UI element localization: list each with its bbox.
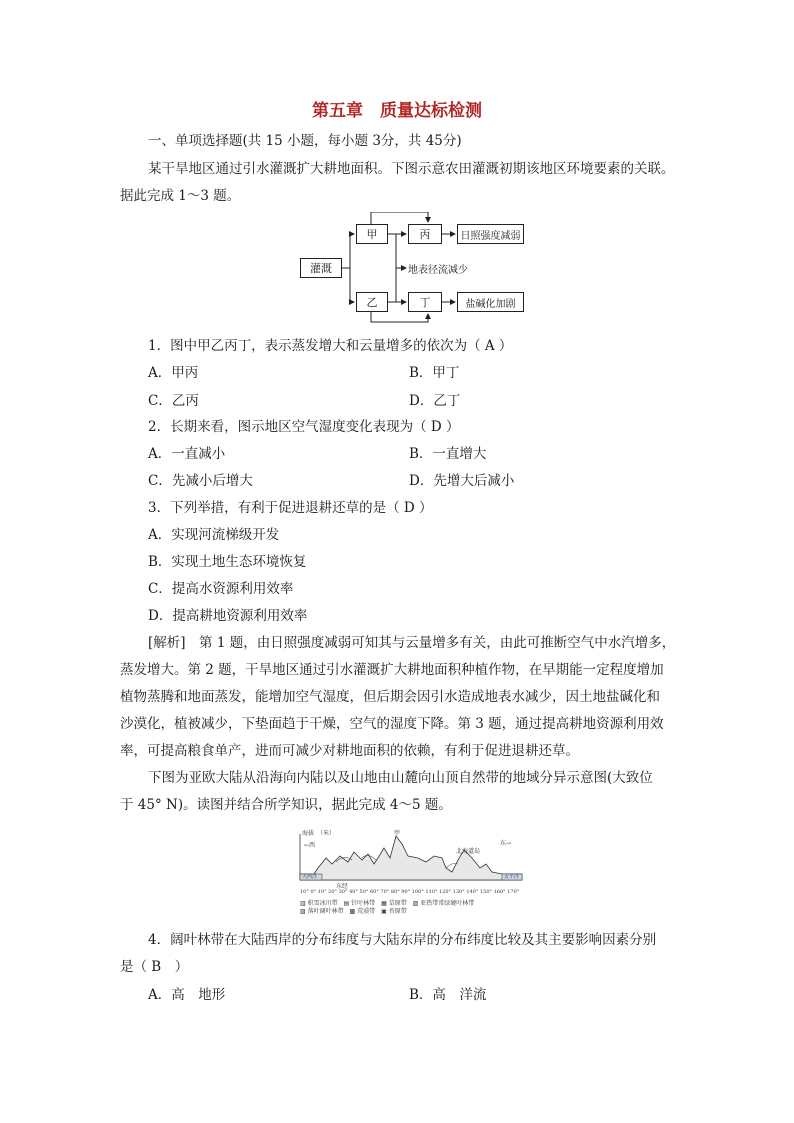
- question-stem: 2．长期来看，图示地区空气湿度变化表现为（ D ）: [148, 419, 460, 435]
- longitude-label: 东经: [336, 883, 349, 890]
- option-b: B．实现土地生态环境恢复: [148, 554, 307, 570]
- box-bing: 丙: [408, 224, 442, 244]
- irrigation-diagram: [296, 212, 526, 327]
- option-b: B．甲丁: [409, 365, 460, 381]
- box-jia: 甲: [356, 224, 388, 244]
- legend-row: ▨ 落叶阔叶林带 ▩ 荒漠带 ▣ 苔原带: [300, 908, 407, 915]
- analysis-line: [解析] 第 1 题，由日照强度减弱可知其与云量增多有关，由此可推断空气中水汽增多，: [148, 635, 676, 651]
- label-runoff-decrease: 地表径流减少: [408, 258, 478, 278]
- option-c: C．提高水资源利用效率: [148, 581, 294, 597]
- west-label: ←西: [304, 842, 316, 849]
- option-c: C．乙丙: [148, 393, 199, 409]
- analysis-line: 率，可提高粮食单产，进而可减少对耕地面积的依赖，有利于促进退耕还草。: [120, 743, 579, 759]
- jia-label: 甲: [394, 830, 401, 837]
- analysis-line: 沙漠化，植被减少，下垫面趋于干燥，空气的湿度下降。第 3 题，通过提高耕地资源利用效: [120, 716, 664, 732]
- intro-paragraph-line: 某干旱地区通过引水灌溉扩大耕地面积。下图示意农田灌溉初期该地区环境要素的关联。: [148, 161, 675, 177]
- atlantic-label: 大西洋: [302, 874, 318, 880]
- option-d: D．乙丁: [409, 393, 461, 409]
- box-light-weaken: 日照强度减弱: [457, 224, 524, 244]
- option-a: A．甲丙: [148, 365, 199, 381]
- page-title: 第五章 质量达标检测: [312, 101, 482, 121]
- option-b: B．高 洋流: [409, 987, 487, 1003]
- question-stem: 1．图中甲乙丙丁，表示蒸发增大和云量增多的依次为（ A ）: [148, 338, 513, 354]
- hokkaido-label: 北海道岛: [456, 848, 481, 855]
- box-salinization: 盐碱化加剧: [457, 292, 524, 312]
- box-irrigation: 灌溉: [300, 258, 342, 278]
- option-c: C．先减小后增大: [148, 473, 253, 489]
- option-a: A．高 地形: [148, 987, 226, 1003]
- longitude-ticks: 10° 0° 10° 20° 30° 40° 50° 60° 70° 80° 90° 100° 110° 120° 130° 140° 150° 160° 170°: [300, 889, 520, 895]
- analysis-line: 蒸发增大。第 2 题，干旱地区通过引水灌溉扩大耕地面积种植作物，在早期能一定程度增加: [120, 662, 664, 678]
- intro-paragraph-line: 下图为亚欧大陆从沿海向内陆以及山地由山麓向山顶自然带的地域分异示意图(大致位: [148, 770, 653, 786]
- natural-zone-profile-figure: [296, 828, 526, 916]
- option-d: D．提高耕地资源利用效率: [148, 608, 308, 624]
- question-stem: 4．阔叶林带在大陆西岸的分布纬度与大陆东岸的分布纬度比较及其主要影响因素分别: [148, 932, 657, 948]
- box-ding: 丁: [408, 292, 442, 312]
- terrain-profile: [300, 836, 522, 880]
- question-stem-cont: 是（ B ）: [120, 959, 189, 975]
- section-heading: 一、单项选择题(共 15 小题，每小题 3分，共 45分): [148, 133, 462, 149]
- box-yi: 乙: [356, 292, 388, 312]
- east-label: 东→: [500, 840, 512, 847]
- y-axis-label: 海拔 （米）: [302, 830, 336, 837]
- option-a: A．实现河流梯级开发: [148, 527, 280, 543]
- pacific-label: 太平洋: [504, 874, 520, 880]
- intro-paragraph-line: 于 45° N)。读图并结合所学知识，据此完成 4～5 题。: [120, 797, 452, 813]
- intro-paragraph-line: 据此完成 1～3 题。: [120, 188, 241, 204]
- option-b: B．一直增大: [409, 446, 487, 462]
- question-stem: 3．下列举措，有利于促进退耕还草的是（ D ）: [148, 500, 433, 516]
- legend-row: ▥ 积雪冰川带 ▤ 针叶林带 ▦ 草原带 ▧ 亚热带常绿硬叶林带: [300, 900, 475, 907]
- option-a: A．一直减小: [148, 446, 226, 462]
- option-d: D．先增大后减小: [409, 473, 515, 489]
- analysis-line: 植物蒸腾和地面蒸发，能增加空气湿度，但后期会因引水造成地表水减少，因土地盐碱化和: [120, 689, 660, 705]
